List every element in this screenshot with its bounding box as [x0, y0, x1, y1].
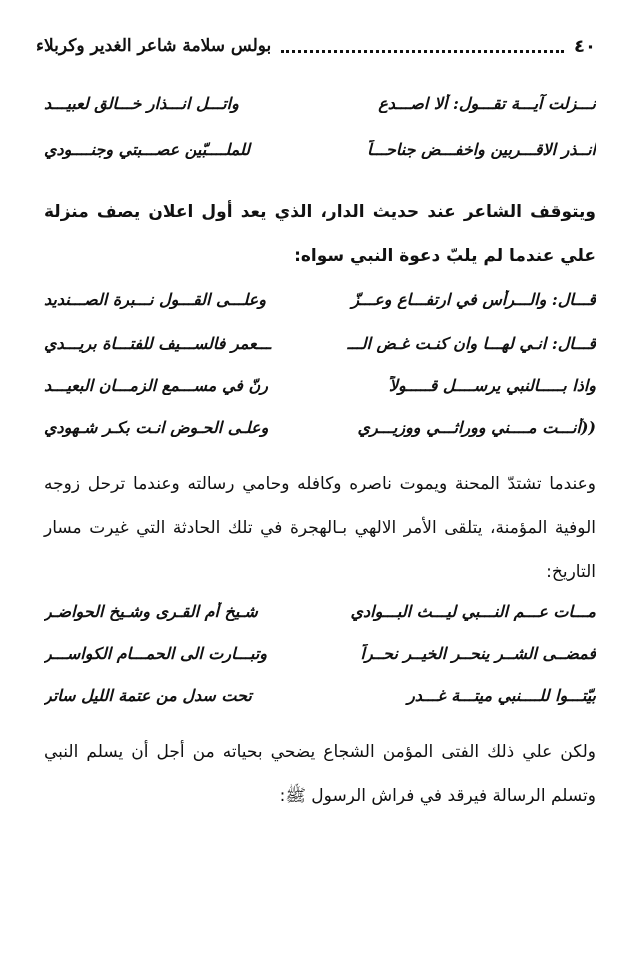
verse-second-hemistich: وتبـــارت الى الحمـــام الكواســـر	[44, 643, 268, 663]
verse-second-hemistich: شـيخ أم القـرى وشـيخ الحواضـر	[44, 601, 258, 621]
verse-second-hemistich: وعلـــى القـــول نـــبرة الصـــنديد	[44, 289, 266, 309]
verse-second-hemistich: رنّ في مســـمع الزمـــان البعيـــد	[44, 375, 268, 395]
verse-first-hemistich: قـــال: والـــرأس في ارتفـــاع وعـــزّ	[351, 289, 596, 309]
paragraph: ولكن علي ذلك الفتى المؤمن الشجاع يضحي بحياته من أجل أن يسلم النبي وتسلم الرسالة فيرقد في فراش الرسول ﷺ:	[44, 742, 596, 806]
verse-second-hemistich: وعلـى الحـوض انـت بكـر شـهودي	[44, 417, 269, 437]
verse-line	[44, 594, 596, 628]
running-title: بولس سلامة شاعر الغدير وكربلاء	[36, 36, 272, 56]
header-dot-leader	[281, 40, 564, 53]
verse-line	[44, 86, 596, 120]
paragraph: وعندما تشتدّ المحنة ويموت ناصره وكافله وحامي رسالته وعندما ترحل زوجه الوفية المؤمنة، يتلقى الأمر الالهي بـالهجرة في تلك الحادثة التي غيرت مسار التاريخ:	[44, 474, 596, 582]
verse-first-hemistich: مـــات عـــم النـــبي ليـــث البـــوادي	[350, 601, 596, 621]
verse-first-hemistich: انــذر الاقـــربين واخفـــض جناحـــاً	[367, 139, 596, 159]
verse-first-hemistich: قـــال: انـي لهـــا وان كنـت غـض الـــ	[347, 333, 596, 353]
page-header	[36, 30, 596, 62]
verse-first-hemistich: ((أنـــت مــــني ووراثـــي ووزيـــري	[357, 417, 596, 437]
verse-second-hemistich: تحت سدل من عتمة الليل ساتر	[44, 685, 252, 705]
verse-line	[44, 368, 596, 402]
verse-first-hemistich: بيّتـــوا للــــنبي ميتـــة غـــدر	[407, 685, 596, 705]
verse-line	[44, 410, 596, 444]
verse-first-hemistich: واذا بـــــالنبي يرســــل قـــــولاً	[388, 375, 596, 395]
verse-second-hemistich: للملــــبّين عصـــبتي وجنــــودي	[44, 139, 251, 159]
verse-first-hemistich: فمضــى الشــر ينحــر الخيــر نحــراً	[360, 643, 596, 663]
verse-line	[44, 636, 596, 670]
page-number: ٤٠	[574, 35, 596, 57]
verse-line	[44, 132, 596, 166]
verse-line	[44, 326, 596, 360]
verse-first-hemistich: نـــزلت آيـــة تقـــول: ألا اصـــدع	[378, 93, 596, 113]
verse-second-hemistich: واتـــل انـــذار خـــالق لعبيـــد	[44, 93, 239, 113]
paragraph: ويتوقف الشاعر عند حديث الدار، الذي يعد أول اعلان يصف منزلة علي عندما لم يلبّ دعوة النبي سواه:	[44, 202, 596, 266]
verse-line	[44, 282, 596, 316]
verse-line	[44, 678, 596, 712]
verse-second-hemistich: ـــعمر فالســـيف للفتـــاة بريـــدي	[44, 333, 271, 353]
